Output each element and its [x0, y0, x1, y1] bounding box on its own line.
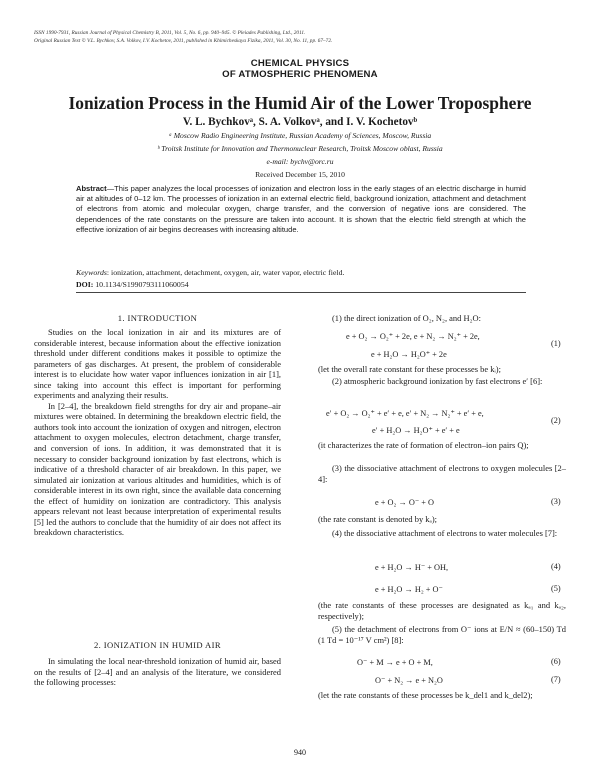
process-note-5: (let the rate constants of these processes be k_del1 and k_del2); — [318, 690, 533, 700]
process-item-4: (4) the dissociative attachment of electrons to water molecules [7]: — [332, 528, 558, 538]
equation-5-number: (5) — [551, 584, 561, 593]
equation-1b: e + H₂O → H₂O⁺ + 2e — [371, 350, 447, 359]
divider — [76, 292, 526, 293]
equation-5: e + H₂O → H₂ + O⁻ — [375, 585, 443, 594]
equation-4-number: (4) — [551, 562, 561, 571]
doi-label: DOI: — [76, 280, 94, 289]
section-title-line-2: OF ATMOSPHERIC PHENOMENA — [222, 69, 378, 80]
keywords-label: Keywords — [76, 268, 107, 277]
section-2-heading: 2. IONIZATION IN HUMID AIR — [93, 640, 222, 650]
process-note-1: (let the overall rate constant for these processes be kᵢ); — [318, 364, 501, 374]
doi — [76, 280, 526, 289]
equation-2b: e′ + H₂O → H₂O⁺ + e′ + e — [372, 426, 460, 435]
process-item-1: (1) the direct ionization of O₂, N₂, and H₂O: — [332, 313, 481, 323]
equation-4: e + H₂O → H⁻ + OH, — [375, 563, 449, 572]
email: e-mail: bychv@orc.ru — [266, 157, 334, 166]
received-date: Received December 15, 2010 — [255, 170, 345, 179]
intro-heading: 1. INTRODUCTION — [117, 313, 198, 323]
affiliation-a: ᵃ Moscow Radio Engineering Institute, Russian Academy of Sciences, Moscow, Russia — [168, 131, 432, 140]
paper-title: Ionization Process in the Humid Air of the Lower Troposphere — [68, 93, 532, 113]
section-2-body — [34, 656, 281, 688]
authors: V. L. Bychkovᵃ, S. A. Volkovᵃ, and I. V. Kochetovᵇ — [182, 116, 418, 128]
process-item-2: (2) atmospheric background ionization by fast electrons e′ [6]: — [332, 376, 543, 386]
process-item-5: (5) the detachment of electrons from O⁻ ions at E/N ≈ (60–150) Td (1 Td = 10⁻¹⁷ V cm²) [8]: — [318, 624, 566, 645]
page-number: 940 — [294, 748, 306, 757]
equation-6: O⁻ + M → e + O + M, — [357, 658, 433, 667]
intro-body — [34, 327, 281, 538]
process-note-4: (the rate constants of these processes are designated as kₐ₁ and kₐ₂, respectively); — [318, 600, 566, 621]
abstract-text: —This paper analyzes the local processes of ionization and electron loss in the early stages of an electric discharge in humid air at altitudes of 0–12 km. The processes of ionization in an external electric field, background ionization, attachment and detachment of electrons from atomic and molecular oxygen, charge transfer, and the conversion of negative ions are considered. The dependences of the rate constants on the pressure are taken into account. It is shown that the electric field strength at which the effective ionization of air begins decreases with increasing altitude. — [76, 184, 526, 234]
section-2-paragraph-1: In simulating the local near-threshold ionization of humid air, based on the results of [2–4] and an analysis of the literature, we considered the following processes: — [34, 656, 281, 688]
equation-1a: e + O₂ → O₂⁺ + 2e, e + N₂ → N₂⁺ + 2e, — [346, 332, 480, 341]
keywords-text: : ionization, attachment, detachment, oxygen, air, water vapor, electric field. — [106, 268, 345, 277]
equation-3-number: (3) — [551, 497, 561, 506]
doi-value[interactable]: 10.1134/S1990793111060054 — [95, 280, 189, 289]
affiliation-b: ᵇ Troitsk Institute for Innovation and Thermonuclear Research, Troitsk Moscow oblast, Russia — [157, 144, 443, 153]
process-note-3: (the rate constant is denoted by kₐ); — [318, 514, 437, 524]
process-item-3: (3) the dissociative attachment of electrons to oxygen molecules [2–4]: — [318, 463, 566, 484]
abstract — [76, 184, 526, 235]
section-title-line-1: CHEMICAL PHYSICS — [250, 58, 350, 69]
journal-header-line-1: ISSN 1990-7931, Russian Journal of Physical Chemistry B, 2011, Vol. 5, No. 6, pp. 940–945. © Pleiades Publishing, Ltd., 2011. — [34, 30, 306, 36]
journal-header-line-2: Original Russian Text © V.L. Bychkov, S.A. Volkov, I.V. Kochetov, 2011, published in Khimicheskaya Fizika, 2011, Vol. 30, No. 11, pp. 67–72. — [34, 38, 333, 44]
equation-1-number: (1) — [551, 339, 561, 348]
keywords — [76, 268, 526, 277]
intro-paragraph-2: In [2–4], the breakdown field strengths for dry air and propane–air mixtures were obtained. In determining the breakdown electric field, the authors took into account the ionization of oxygen and nitrogen, electron attachment to oxygen molecules, electron detachment, charge transfer, and conversion of ions. In addition, it was demonstrated that it is necessary to consider background ionization by fast electrons, which is indicative of a threshold character of air breakdown. In this paper, we simulated air ionization at various altitudes and humidities, which is of considerable interest in its own right, since the available data concerning the effect of humidity on ionization are contradictory. This analysis appears relevant not least because interpretation of experimental results [5] led the authors to conclude that the humidity of air does not affect its breakdown characteristics. — [34, 400, 281, 538]
equation-2a: e′ + O₂ → O₂⁺ + e′ + e, e′ + N₂ → N₂⁺ + e′ + e, — [326, 409, 484, 418]
equation-6-number: (6) — [551, 657, 561, 666]
equation-2-number: (2) — [551, 416, 561, 425]
equation-3: e + O₂ → O⁻ + O — [375, 498, 435, 507]
equation-7-number: (7) — [551, 675, 561, 684]
abstract-label: Abstract — [76, 184, 107, 193]
intro-paragraph-1: Studies on the local ionization in air and its mixtures are of considerable interest, because information about the effective ionization threshold under different conditions makes it possible to optimize the parameters of gas discharges. At present, the problem of considerable interest is to elucidate how water vapor influences ionization in air [1], since taking into account this effect is important for performing experiments and analyzing their results. — [34, 327, 281, 401]
equation-7: O⁻ + N₂ → e + N₂O — [375, 676, 443, 685]
process-note-2: (it characterizes the rate of formation of electron–ion pairs Q); — [318, 440, 529, 450]
